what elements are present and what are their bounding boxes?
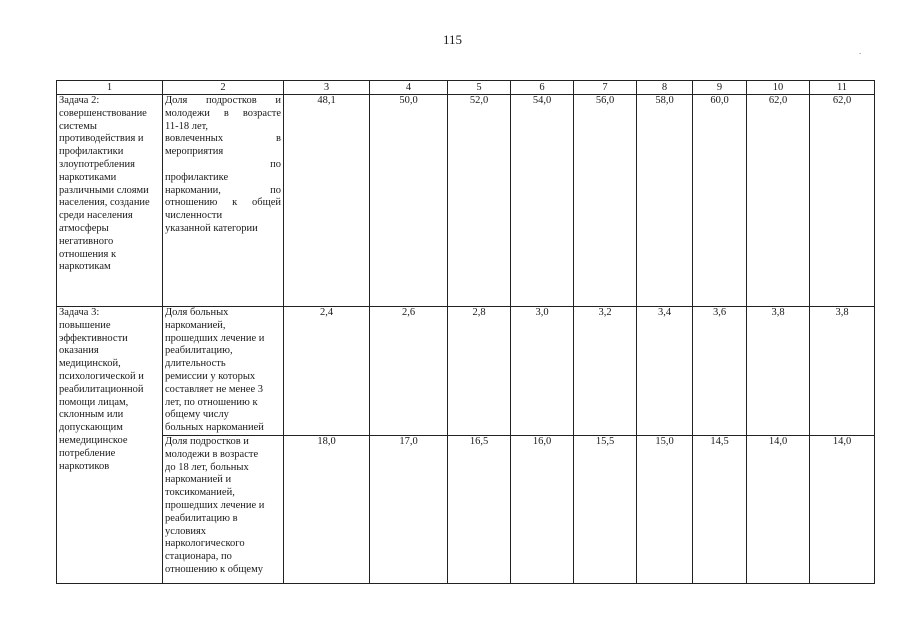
column-header: 11 bbox=[810, 81, 875, 95]
task2-label: Задача 2: совершенствование системы противодействия и профилактики злоупотребления наркотиками различными слоями населения, создание среди населения атмосферы негативного отношения к наркотикам bbox=[57, 95, 163, 307]
column-header: 2 bbox=[163, 81, 284, 95]
task3-a-value: 3,0 bbox=[511, 307, 574, 436]
table-row-task3-b bbox=[57, 435, 875, 583]
task3-a-value: 3,8 bbox=[747, 307, 810, 436]
task2-indicator: Доля подростков и молодежи в возрасте 11-18 лет, вовлеченных в мероприятия по профилактике наркомании, по отношению к общей численности указанной категории bbox=[163, 95, 284, 307]
table-row-task3-a bbox=[57, 307, 875, 436]
task2-value: 60,0 bbox=[693, 95, 747, 307]
column-header: 6 bbox=[511, 81, 574, 95]
task3-b-value: 17,0 bbox=[370, 435, 448, 583]
task3-a-value: 3,4 bbox=[637, 307, 693, 436]
task3-b-value: 14,0 bbox=[810, 435, 875, 583]
task3-b-value: 15,0 bbox=[637, 435, 693, 583]
column-header: 5 bbox=[448, 81, 511, 95]
task3-b-value: 14,5 bbox=[693, 435, 747, 583]
scan-dot: . bbox=[859, 46, 862, 56]
column-header: 9 bbox=[693, 81, 747, 95]
task3-b-value: 16,0 bbox=[511, 435, 574, 583]
task3-indicator-2: Доля подростков и молодежи в возрасте до 18 лет, больных наркоманией и токсикоманией, прошедших лечение и реабилитацию в условиях наркологического стационара, по отношению к общему bbox=[163, 435, 284, 583]
task2-value: 54,0 bbox=[511, 95, 574, 307]
task2-value: 52,0 bbox=[448, 95, 511, 307]
task2-value: 58,0 bbox=[637, 95, 693, 307]
task3-a-value: 3,8 bbox=[810, 307, 875, 436]
task3-b-value: 14,0 bbox=[747, 435, 810, 583]
column-header: 8 bbox=[637, 81, 693, 95]
page-number: 115 bbox=[442, 32, 463, 47]
task3-label: Задача 3: повышение эффективности оказания медицинской, психологической и реабилитационной помощи лицам, склонным или допускающим немедицинское потребление наркотиков bbox=[57, 307, 163, 584]
column-header: 1 bbox=[57, 81, 163, 95]
column-header: 3 bbox=[284, 81, 370, 95]
header-row bbox=[57, 81, 875, 95]
column-header: 10 bbox=[747, 81, 810, 95]
column-header: 7 bbox=[574, 81, 637, 95]
task3-a-value: 3,6 bbox=[693, 307, 747, 436]
task3-indicator-1: Доля больных наркоманией, прошедших лечение и реабилитацию, длительность ремиссии у которых составляет не менее 3 лет, по отношению к общему числу больных наркоманией bbox=[163, 307, 284, 436]
column-header: 4 bbox=[370, 81, 448, 95]
task3-b-value: 16,5 bbox=[448, 435, 511, 583]
task2-value: 56,0 bbox=[574, 95, 637, 307]
task3-a-value: 2,6 bbox=[370, 307, 448, 436]
task2-value: 48,1 bbox=[284, 95, 370, 307]
task3-a-value: 3,2 bbox=[574, 307, 637, 436]
task3-a-value: 2,4 bbox=[284, 307, 370, 436]
task3-a-value: 2,8 bbox=[448, 307, 511, 436]
task3-b-value: 15,5 bbox=[574, 435, 637, 583]
task2-value: 62,0 bbox=[747, 95, 810, 307]
table-row-task2 bbox=[57, 95, 875, 307]
task3-b-value: 18,0 bbox=[284, 435, 370, 583]
task2-value: 62,0 bbox=[810, 95, 875, 307]
task2-value: 50,0 bbox=[370, 95, 448, 307]
indicators-table bbox=[56, 80, 875, 584]
